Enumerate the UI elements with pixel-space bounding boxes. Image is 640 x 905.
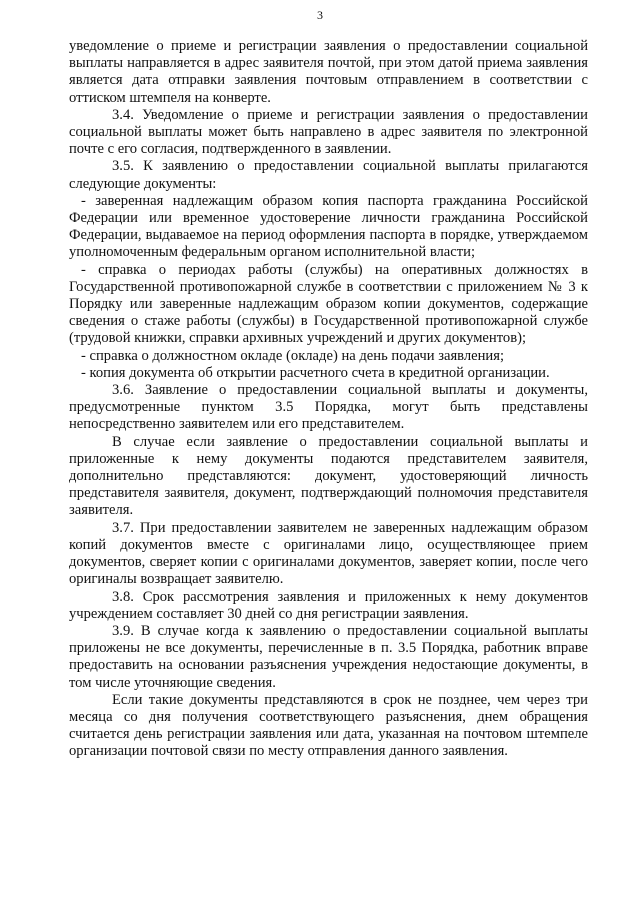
paragraph-continuation: уведомление о приеме и регистрации заявления о предоставлении социальной выплаты направляется в адрес заявителя почтой, при этом датой приема заявления является дата отправки заявления почтовым отправлением в соответствии с оттиском штемпеля на конверте. — [69, 38, 588, 106]
list-item-passport-copy: - заверенная надлежащим образом копия паспорта гражданина Российской Федерации или временное удостоверение личности гражданина Российской Федерации, выдаваемое на период оформления паспорта в порядке, утверждаемом уполномоченным федеральным органом исполнительной власти; — [69, 192, 588, 261]
paragraph-3-4: 3.4. Уведомление о приеме и регистрации заявления о предоставлении социальной выплаты может быть направлено в адрес заявителя по электронной почте с его согласия, подтвержденного в заявлении. — [69, 106, 588, 158]
list-item-bank-account: - копия документа об открытии расчетного счета в кредитной организации. — [81, 364, 550, 381]
list-item-salary-certificate: - справка о должностном окладе (окладе) на день подачи заявления; — [81, 347, 505, 364]
paragraph-3-6: 3.6. Заявление о предоставлении социальной выплаты и документы, предусмотренные пунктом 3.5 Порядка, могут быть представлены непосредственно заявителем или его представителем. — [69, 382, 588, 433]
paragraph-3-5: 3.5. К заявлению о предоставлении социальной выплаты прилагаются следующие документы: — [69, 158, 588, 192]
page-number: 3 — [317, 8, 323, 22]
paragraph-representative: В случае если заявление о предоставлении социальной выплаты и приложенные к нему документы подаются представителем заявителя, дополнительно представляются: документ, удостоверяющий личность представителя заявителя, документ, подтверждающий полномочия представителя заявителя. — [69, 433, 588, 519]
paragraph-3-8: 3.8. Срок рассмотрения заявления и приложенных к нему документов учреждением составляет 30 дней со дня регистрации заявления. — [69, 588, 588, 622]
document-body — [69, 38, 588, 761]
paragraph-3-9: 3.9. В случае когда к заявлению о предоставлении социальной выплаты приложены не все документы, перечисленные в п. 3.5 Порядка, работник вправе предоставить на основании разъяснения учреждения недостающие документы, в том числе уточняющие сведения. — [69, 622, 588, 691]
paragraph-deadline: Если такие документы представляются в срок не позднее, чем через три месяца со дня получения соответствующего разъяснения, днем обращения считается день регистрации заявления или дата, указанная на почтовом штемпеле организации почтовой связи по месту отправления данного заявления. — [69, 691, 588, 760]
list-item-service-periods: - справка о периодах работы (службы) на оперативных должностях в Государственной противопожарной службе в соответствии с приложением № 3 к Порядку или заверенные надлежащим образом копии документов, содержащие сведения о стаже работы (службы) в Государственной противопожарной службе (трудовой книжки, справки архивных учреждений и других документов); — [69, 261, 588, 347]
paragraph-3-7: 3.7. При предоставлении заявителем не заверенных надлежащим образом копий документов вместе с оригиналами лицо, осуществляющее прием документов, сверяет копии с оригиналами документов, заверяет копии, после чего оригиналы возвращает заявителю. — [69, 519, 588, 588]
